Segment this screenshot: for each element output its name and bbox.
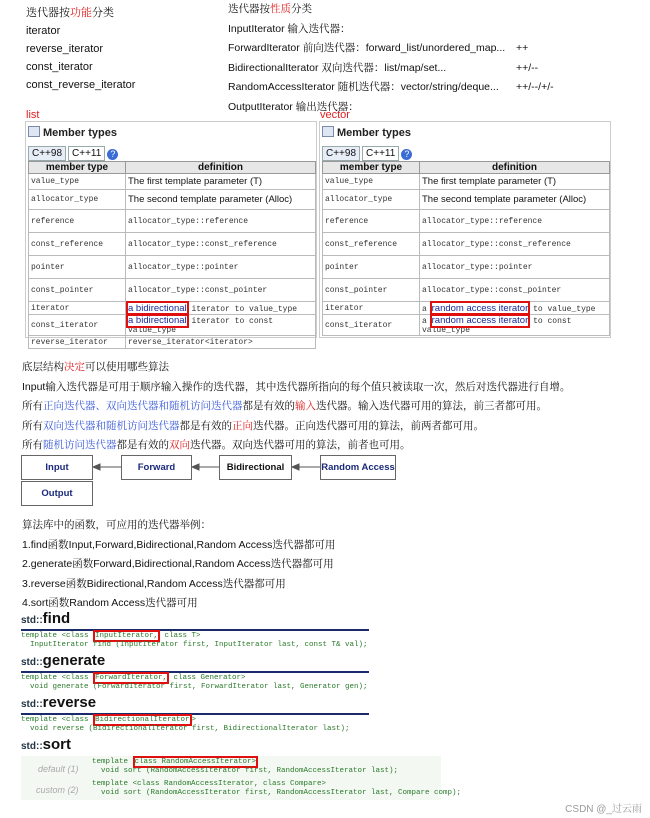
standard-tabs (322, 143, 412, 161)
box-forward: Forward (121, 455, 192, 480)
definition: The second template parameter (Alloc) (126, 190, 316, 210)
definition: The first template parameter (T) (420, 174, 610, 190)
definition: The second template parameter (Alloc) (420, 190, 610, 210)
member-type: const_pointer (323, 279, 420, 302)
column-header: definition (126, 162, 316, 174)
table-icon (322, 126, 334, 137)
sort-default-signature: template class RandomAccessIterator> void sort (RandomAccessIterator first, RandomAccessIterator last); (92, 758, 399, 775)
member-type: reverse_iterator (29, 336, 126, 349)
paragraph: Input输入迭代器是可用于顺序输入操作的迭代器，其中迭代器所指向的每个值只被读取一次，然后对迭代器进行自增。 (22, 380, 571, 393)
member-types-table (28, 161, 316, 349)
member-types-table (322, 161, 610, 336)
left-list-item: reverse_iterator (26, 43, 104, 55)
tab-cpp98[interactable]: C++98 (28, 146, 66, 161)
left-list-title: 迭代器按功能分类 (26, 7, 114, 19)
definition: allocator_type::pointer (126, 256, 316, 279)
find-heading: std::find (21, 610, 71, 627)
member-type: iterator (29, 302, 126, 315)
highlight-box: ForwardIterator, (95, 674, 168, 682)
watermark: CSDN @_过云雨 (565, 804, 642, 815)
definition: allocator_type::pointer (420, 256, 610, 279)
box-bidirectional: Bidirectional (219, 455, 292, 480)
right-list-title: 迭代器按性质分类 (228, 3, 312, 15)
paragraph: 所有随机访问迭代器都是有效的双向迭代器。双向迭代器可用的算法，前者也可用。 (22, 439, 411, 451)
left-list-item: const_reverse_iterator (26, 79, 136, 91)
member-type: const_iterator (29, 315, 126, 336)
divider (21, 713, 369, 715)
default-label: default (1) (38, 764, 79, 774)
member-type: value_type (323, 174, 420, 190)
explanation (22, 358, 642, 456)
definition: a bidirectional iterator to const value_type (126, 315, 316, 336)
custom-label: custom (2) (36, 785, 79, 795)
highlighted-category: random access iterator (431, 302, 529, 314)
definition: allocator_type::const_reference (420, 233, 610, 256)
box-output: Output (21, 481, 93, 506)
right-list-row: OutputIterator 输出迭代器： (228, 100, 359, 113)
definition: The first template parameter (T) (126, 174, 316, 190)
algo-item: 2.generate函数Forward,Bidirectional,Random Access迭代器都可用 (22, 558, 334, 570)
member-type: const_pointer (29, 279, 126, 302)
right-list-row: ForwardIterator 前向迭代器：forward_list/unordered_map... ++ (228, 42, 529, 54)
generate-signature: template <class ForwardIterator, class Generator> void generate (ForwardIterator first, ForwardIterator last, Generator gen); (21, 674, 368, 691)
definition: allocator_type::const_pointer (420, 279, 610, 302)
member-type: allocator_type (323, 190, 420, 210)
member-type: reference (323, 210, 420, 233)
tab-cpp11[interactable]: C++11 (68, 146, 105, 161)
member-type: const_iterator (323, 315, 420, 336)
divider (21, 629, 369, 631)
highlighted-category: random access iterator (431, 315, 529, 326)
reverse-heading: std::reverse (21, 694, 97, 711)
highlight-box: InputIterator, (95, 632, 159, 640)
right-list-row: BidirectionalIterator 双向迭代器：list/map/set... ++/-- (228, 61, 539, 74)
generate-heading: std::generate (21, 652, 106, 669)
vector-label: vector (320, 109, 350, 121)
member-type: const_reference (323, 233, 420, 256)
column-header: definition (420, 162, 610, 174)
algo-item: 3.reverse函数Bidirectional,Random Access迭代器都可用 (22, 577, 286, 590)
paragraph: 底层结构决定可以使用哪些算法 (22, 361, 169, 373)
sort-custom-signature: template <class RandomAccessIterator, class Compare> void sort (RandomAccessIterator first, RandomAccessIterator last, Compare comp); (92, 780, 462, 797)
paragraph: 所有双向迭代器和随机访问迭代器都是有效的正向迭代器。正向迭代器可用的算法，前两者都可用。 (22, 419, 484, 432)
definition: allocator_type::reference (126, 210, 316, 233)
tab-cpp98[interactable]: C++98 (322, 146, 360, 161)
paragraph: 所有正向迭代器、双向迭代器和随机访问迭代器都是有效的输入迭代器。输入迭代器可用的算法，前三者都可用。 (22, 400, 547, 412)
panel-title: Member types (322, 126, 411, 139)
definition: a random access iterator to const value_type (420, 315, 610, 336)
reverse-signature: template <class BidirectionalIterator > void reverse (BidirectionalIterator first, BidirectionalIterator last); (21, 716, 350, 733)
member-type: pointer (323, 256, 420, 279)
member-type: pointer (29, 256, 126, 279)
member-type: iterator (323, 302, 420, 315)
definition: reverse_iterator<iterator> (126, 336, 316, 349)
help-icon[interactable]: ? (401, 149, 412, 160)
help-icon[interactable]: ? (107, 149, 118, 160)
definition: allocator_type::const_reference (126, 233, 316, 256)
divider (21, 671, 369, 673)
definition: allocator_type::reference (420, 210, 610, 233)
panel-title: Member types (28, 126, 117, 139)
tab-cpp11[interactable]: C++11 (362, 146, 399, 161)
column-header: member type (29, 162, 126, 174)
algo-intro: 算法库中的函数，可应用的迭代器举例： (22, 519, 211, 531)
algo-item: 1.find函数Input,Forward,Bidirectional,Random Access迭代器都可用 (22, 538, 336, 551)
sort-heading: std::sort (21, 736, 72, 753)
find-signature: template <class InputIterator, class T> InputIterator find (InputIterator first, InputIterator last, const T& val); (21, 632, 368, 649)
highlighted-category: a bidirectional (128, 315, 187, 326)
list-label: list (26, 109, 40, 121)
definition: a bidirectional iterator to value_type (126, 302, 316, 315)
member-type: value_type (29, 174, 126, 190)
highlight-box: class RandomAccessIterator> (134, 758, 257, 766)
right-list-row: InputIterator 输入迭代器： (228, 22, 351, 35)
definition: a random access iterator to value_type (420, 302, 610, 315)
left-list-item: const_iterator (26, 61, 93, 73)
box-input: Input (21, 455, 93, 480)
left-list-item: iterator (26, 25, 61, 37)
standard-tabs (28, 143, 118, 161)
member-type: allocator_type (29, 190, 126, 210)
member-type: reference (29, 210, 126, 233)
member-type: const_reference (29, 233, 126, 256)
property-classification (228, 0, 648, 117)
algorithm-examples (22, 516, 642, 614)
highlight-box: BidirectionalIterator (95, 716, 190, 724)
definition: allocator_type::const_pointer (126, 279, 316, 302)
algo-item: 4.sort函数Random Access迭代器可用 (22, 597, 198, 609)
list-member-types-panel (25, 121, 317, 347)
right-list-row: RandomAccessIterator 随机迭代器：vector/string/deque... ++/--/+/- (228, 81, 554, 93)
vector-member-types-panel (319, 121, 611, 338)
highlighted-category: a bidirectional (128, 302, 187, 314)
column-header: member type (323, 162, 420, 174)
table-icon (28, 126, 40, 137)
box-random-access: Random Access (320, 455, 396, 480)
functional-classification (26, 4, 135, 94)
